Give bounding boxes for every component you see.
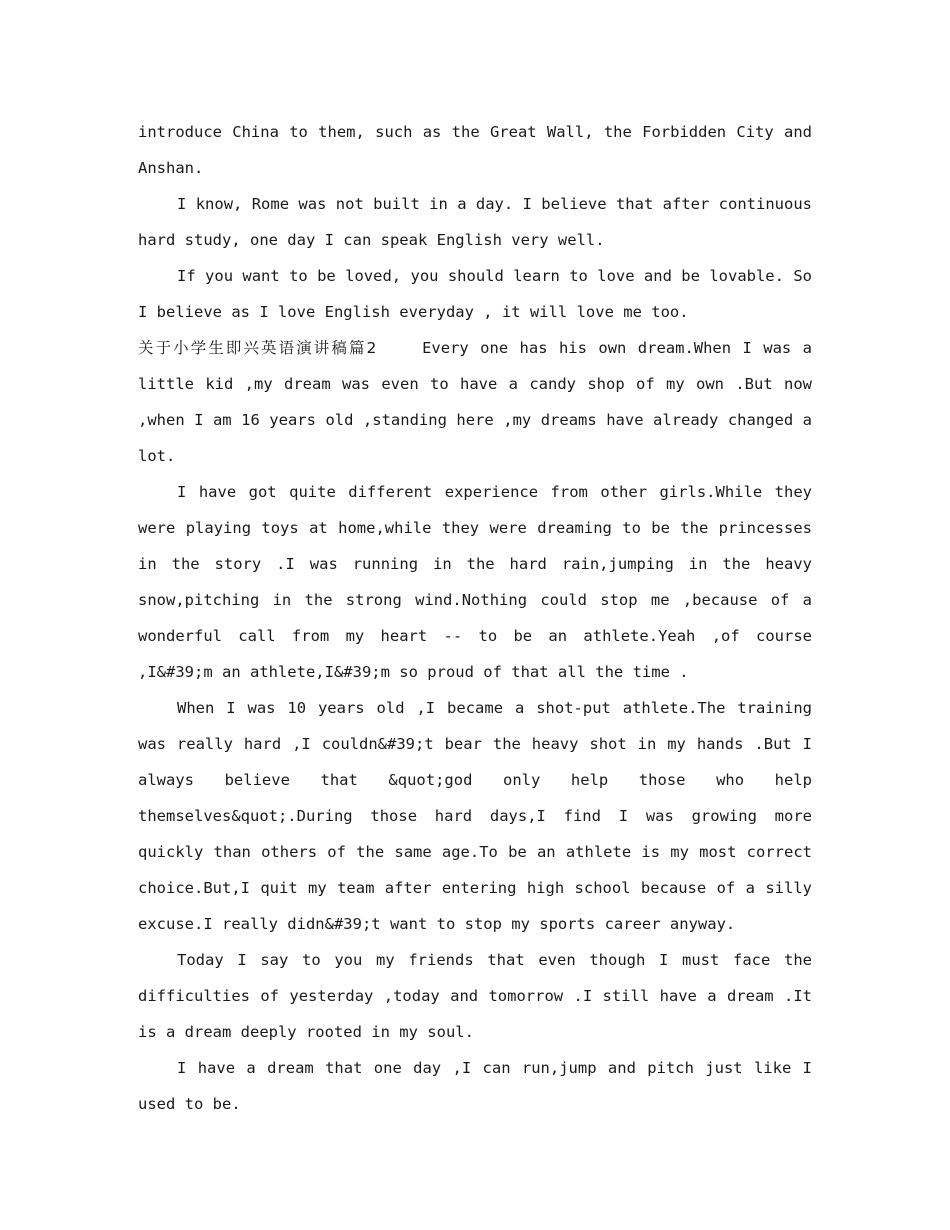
document-body [138,114,812,1122]
paragraph-6: When I was 10 years old ,I became a shot-put athlete.The training was really hard ,I couldn&#39;t bear the heavy shot in my hands .But I always believe that &quot;god only help those who help themselves&quot;.During those hard days,I find I was growing more quickly than others of the same age.To be an athlete is my most correct choice.But,I quit my team after entering high school because of a silly excuse.I really didn&#39;t want to stop my sports career anyway. [138,699,812,933]
paragraph-1: introduce China to them, such as the Great Wall, the Forbidden City and Anshan. [138,123,812,177]
paragraph-4-text: Every one has his own dream.When I was a little kid ,my dream was even to have a candy shop of my own .But now ,when I am 16 years old ,standing here ,my dreams have already changed a lot. [138,339,812,465]
paragraph-7: Today I say to you my friends that even though I must face the difficulties of yesterday ,today and tomorrow .I still have a dream .It is a dream deeply rooted in my soul. [138,951,812,1041]
paragraph-3: If you want to be loved, you should learn to love and be lovable. So I believe as I love English everyday , it will love me too. [138,267,812,321]
paragraph-8: I have a dream that one day ,I can run,jump and pitch just like I used to be. [138,1059,812,1113]
section-heading: 关于小学生即兴英语演讲稿篇2 [138,339,377,357]
paragraph-2: I know, Rome was not built in a day. I believe that after continuous hard study, one day I can speak English very well. [138,195,812,249]
paragraph-4 [138,330,812,474]
paragraph-5: I have got quite different experience from other girls.While they were playing toys at home,while they were dreaming to be the princesses in the story .I was running in the hard rain,jumping in the heavy snow,pitching in the strong wind.Nothing could stop me ,because of a wonderful call from my heart -- to be an athlete.Yeah ,of course ,I&#39;m an athlete,I&#39;m so proud of that all the time . [138,483,812,681]
